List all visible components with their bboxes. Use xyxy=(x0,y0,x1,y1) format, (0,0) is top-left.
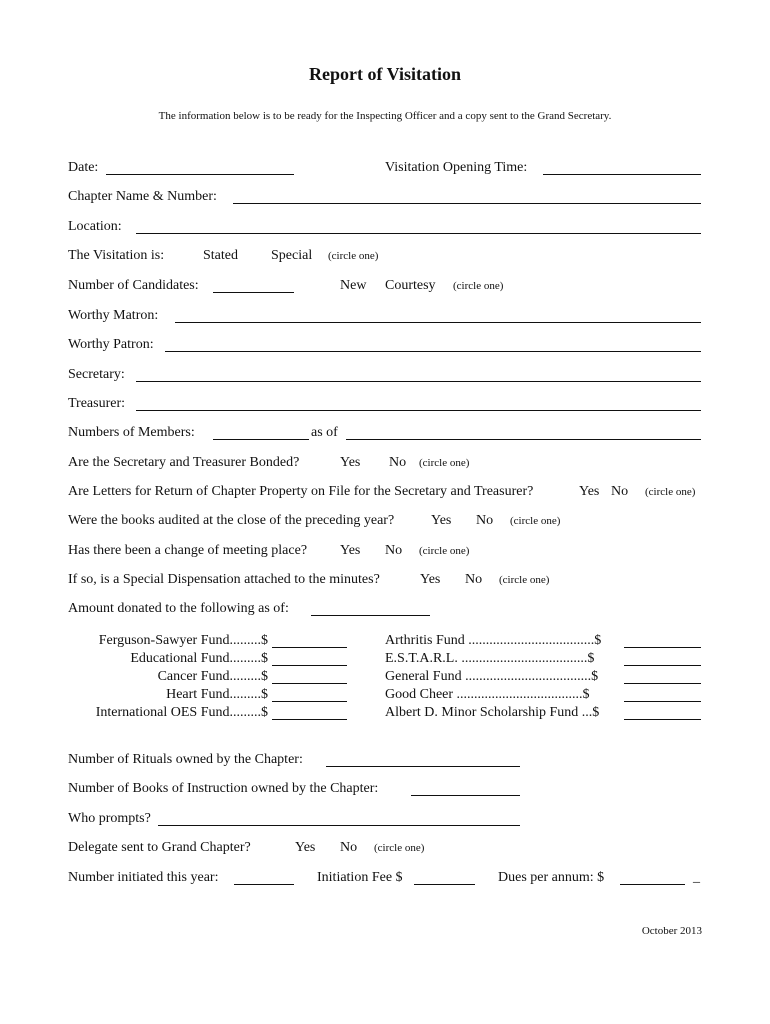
page-title: Report of Visitation xyxy=(309,64,461,84)
fund-heart-field[interactable] xyxy=(272,701,347,702)
fund-educational-field[interactable] xyxy=(272,665,347,666)
date-field[interactable] xyxy=(106,174,294,175)
matron-field[interactable] xyxy=(175,322,701,323)
initiation-fee-field[interactable] xyxy=(414,884,475,885)
visitation-type-label: The Visitation is: xyxy=(68,248,165,263)
rituals-field[interactable] xyxy=(326,766,520,767)
books-label: Number of Books of Instruction owned by the Chapter: xyxy=(68,781,379,796)
fund-ferguson-sawyer-label: Ferguson-Sawyer Fund.........$ xyxy=(98,633,268,648)
fund-international-oes-label: International OES Fund.........$ xyxy=(95,705,268,720)
fund-general-field[interactable] xyxy=(624,683,701,684)
dispensation-yes-option[interactable]: Yes xyxy=(420,572,441,587)
circle-one-note: (circle one) xyxy=(499,574,550,586)
audited-yes-option[interactable]: Yes xyxy=(431,513,452,528)
fund-cancer-label: Cancer Fund.........$ xyxy=(157,669,268,684)
footer-date: October 2013 xyxy=(641,925,702,937)
letters-question: Are Letters for Return of Chapter Property on File for the Secretary and Treasurer? xyxy=(68,484,534,499)
dispensation-no-option[interactable]: No xyxy=(465,572,483,587)
secretary-label: Secretary: xyxy=(68,367,125,382)
circle-one-note: (circle one) xyxy=(374,842,425,854)
amount-donated-label: Amount donated to the following as of: xyxy=(68,601,289,616)
dues-field[interactable] xyxy=(620,884,685,885)
dues-label: Dues per annum: $ xyxy=(498,870,605,885)
letters-yes-option[interactable]: Yes xyxy=(579,484,600,499)
fund-international-oes-field[interactable] xyxy=(272,719,347,720)
bonded-yes-option[interactable]: Yes xyxy=(340,455,361,470)
bonded-question: Are the Secretary and Treasurer Bonded? xyxy=(68,455,300,470)
prompts-field[interactable] xyxy=(158,825,520,826)
special-option[interactable]: Special xyxy=(271,248,313,263)
location-field[interactable] xyxy=(136,233,701,234)
circle-one-note: (circle one) xyxy=(419,545,470,557)
date-label: Date: xyxy=(68,160,99,175)
circle-one-note: (circle one) xyxy=(419,457,470,469)
meeting-no-option[interactable]: No xyxy=(385,543,403,558)
meeting-place-question: Has there been a change of meeting place? xyxy=(68,543,308,558)
treasurer-label: Treasurer: xyxy=(68,396,126,411)
fund-albert-minor-label: Albert D. Minor Scholarship Fund ...$ xyxy=(385,705,600,720)
circle-one-note: (circle one) xyxy=(453,280,504,292)
circle-one-note: (circle one) xyxy=(510,515,561,527)
location-label: Location: xyxy=(68,219,122,234)
books-field[interactable] xyxy=(411,795,520,796)
opening-time-label: Visitation Opening Time: xyxy=(385,160,528,175)
secretary-field[interactable] xyxy=(136,381,701,382)
fund-arthritis-label: Arthritis Fund ....................................$ xyxy=(385,633,602,648)
courtesy-option[interactable]: Courtesy xyxy=(385,278,436,293)
fund-heart-label: Heart Fund.........$ xyxy=(166,687,268,702)
members-label: Numbers of Members: xyxy=(68,425,195,440)
as-of-label: as of xyxy=(311,425,338,440)
dues-tail-mark: _ xyxy=(693,870,700,885)
opening-time-field[interactable] xyxy=(543,174,701,175)
treasurer-field[interactable] xyxy=(136,410,701,411)
fund-general-label: General Fund ....................................$ xyxy=(385,669,599,684)
prompts-label: Who prompts? xyxy=(68,811,151,826)
fund-ferguson-sawyer-field[interactable] xyxy=(272,647,347,648)
candidates-label: Number of Candidates: xyxy=(68,278,199,293)
rituals-label: Number of Rituals owned by the Chapter: xyxy=(68,752,303,767)
delegate-question: Delegate sent to Grand Chapter? xyxy=(68,840,251,855)
fund-albert-minor-field[interactable] xyxy=(624,719,701,720)
fund-educational-label: Educational Fund.........$ xyxy=(130,651,268,666)
audited-no-option[interactable]: No xyxy=(476,513,494,528)
dispensation-question: If so, is a Special Dispensation attached to the minutes? xyxy=(68,572,380,587)
meeting-yes-option[interactable]: Yes xyxy=(340,543,361,558)
amount-donated-date-field[interactable] xyxy=(311,615,430,616)
circle-one-note: (circle one) xyxy=(328,250,379,262)
initiated-label: Number initiated this year: xyxy=(68,870,219,885)
as-of-field[interactable] xyxy=(346,439,701,440)
circle-one-note: (circle one) xyxy=(645,486,696,498)
fund-estarl-label: E.S.T.A.R.L. ....................................$ xyxy=(385,651,595,666)
stated-option[interactable]: Stated xyxy=(203,248,238,263)
fund-good-cheer-label: Good Cheer ....................................$ xyxy=(385,687,590,702)
bonded-no-option[interactable]: No xyxy=(389,455,407,470)
fund-good-cheer-field[interactable] xyxy=(624,701,701,702)
fund-cancer-field[interactable] xyxy=(272,683,347,684)
chapter-field[interactable] xyxy=(233,203,701,204)
initiation-fee-label: Initiation Fee $ xyxy=(317,870,403,885)
candidates-field[interactable] xyxy=(213,292,294,293)
members-field[interactable] xyxy=(213,439,309,440)
chapter-label: Chapter Name & Number: xyxy=(68,189,217,204)
fund-arthritis-field[interactable] xyxy=(624,647,701,648)
patron-label: Worthy Patron: xyxy=(68,337,154,352)
fund-estarl-field[interactable] xyxy=(624,665,701,666)
delegate-yes-option[interactable]: Yes xyxy=(295,840,316,855)
patron-field[interactable] xyxy=(165,351,701,352)
new-option[interactable]: New xyxy=(340,278,367,293)
page-subtitle: The information below is to be ready for the Inspecting Officer and a copy sent to the Grand Secretary. xyxy=(158,110,612,122)
audited-question: Were the books audited at the close of the preceding year? xyxy=(68,513,395,528)
initiated-field[interactable] xyxy=(234,884,294,885)
delegate-no-option[interactable]: No xyxy=(340,840,358,855)
letters-no-option[interactable]: No xyxy=(611,484,629,499)
matron-label: Worthy Matron: xyxy=(68,308,159,323)
